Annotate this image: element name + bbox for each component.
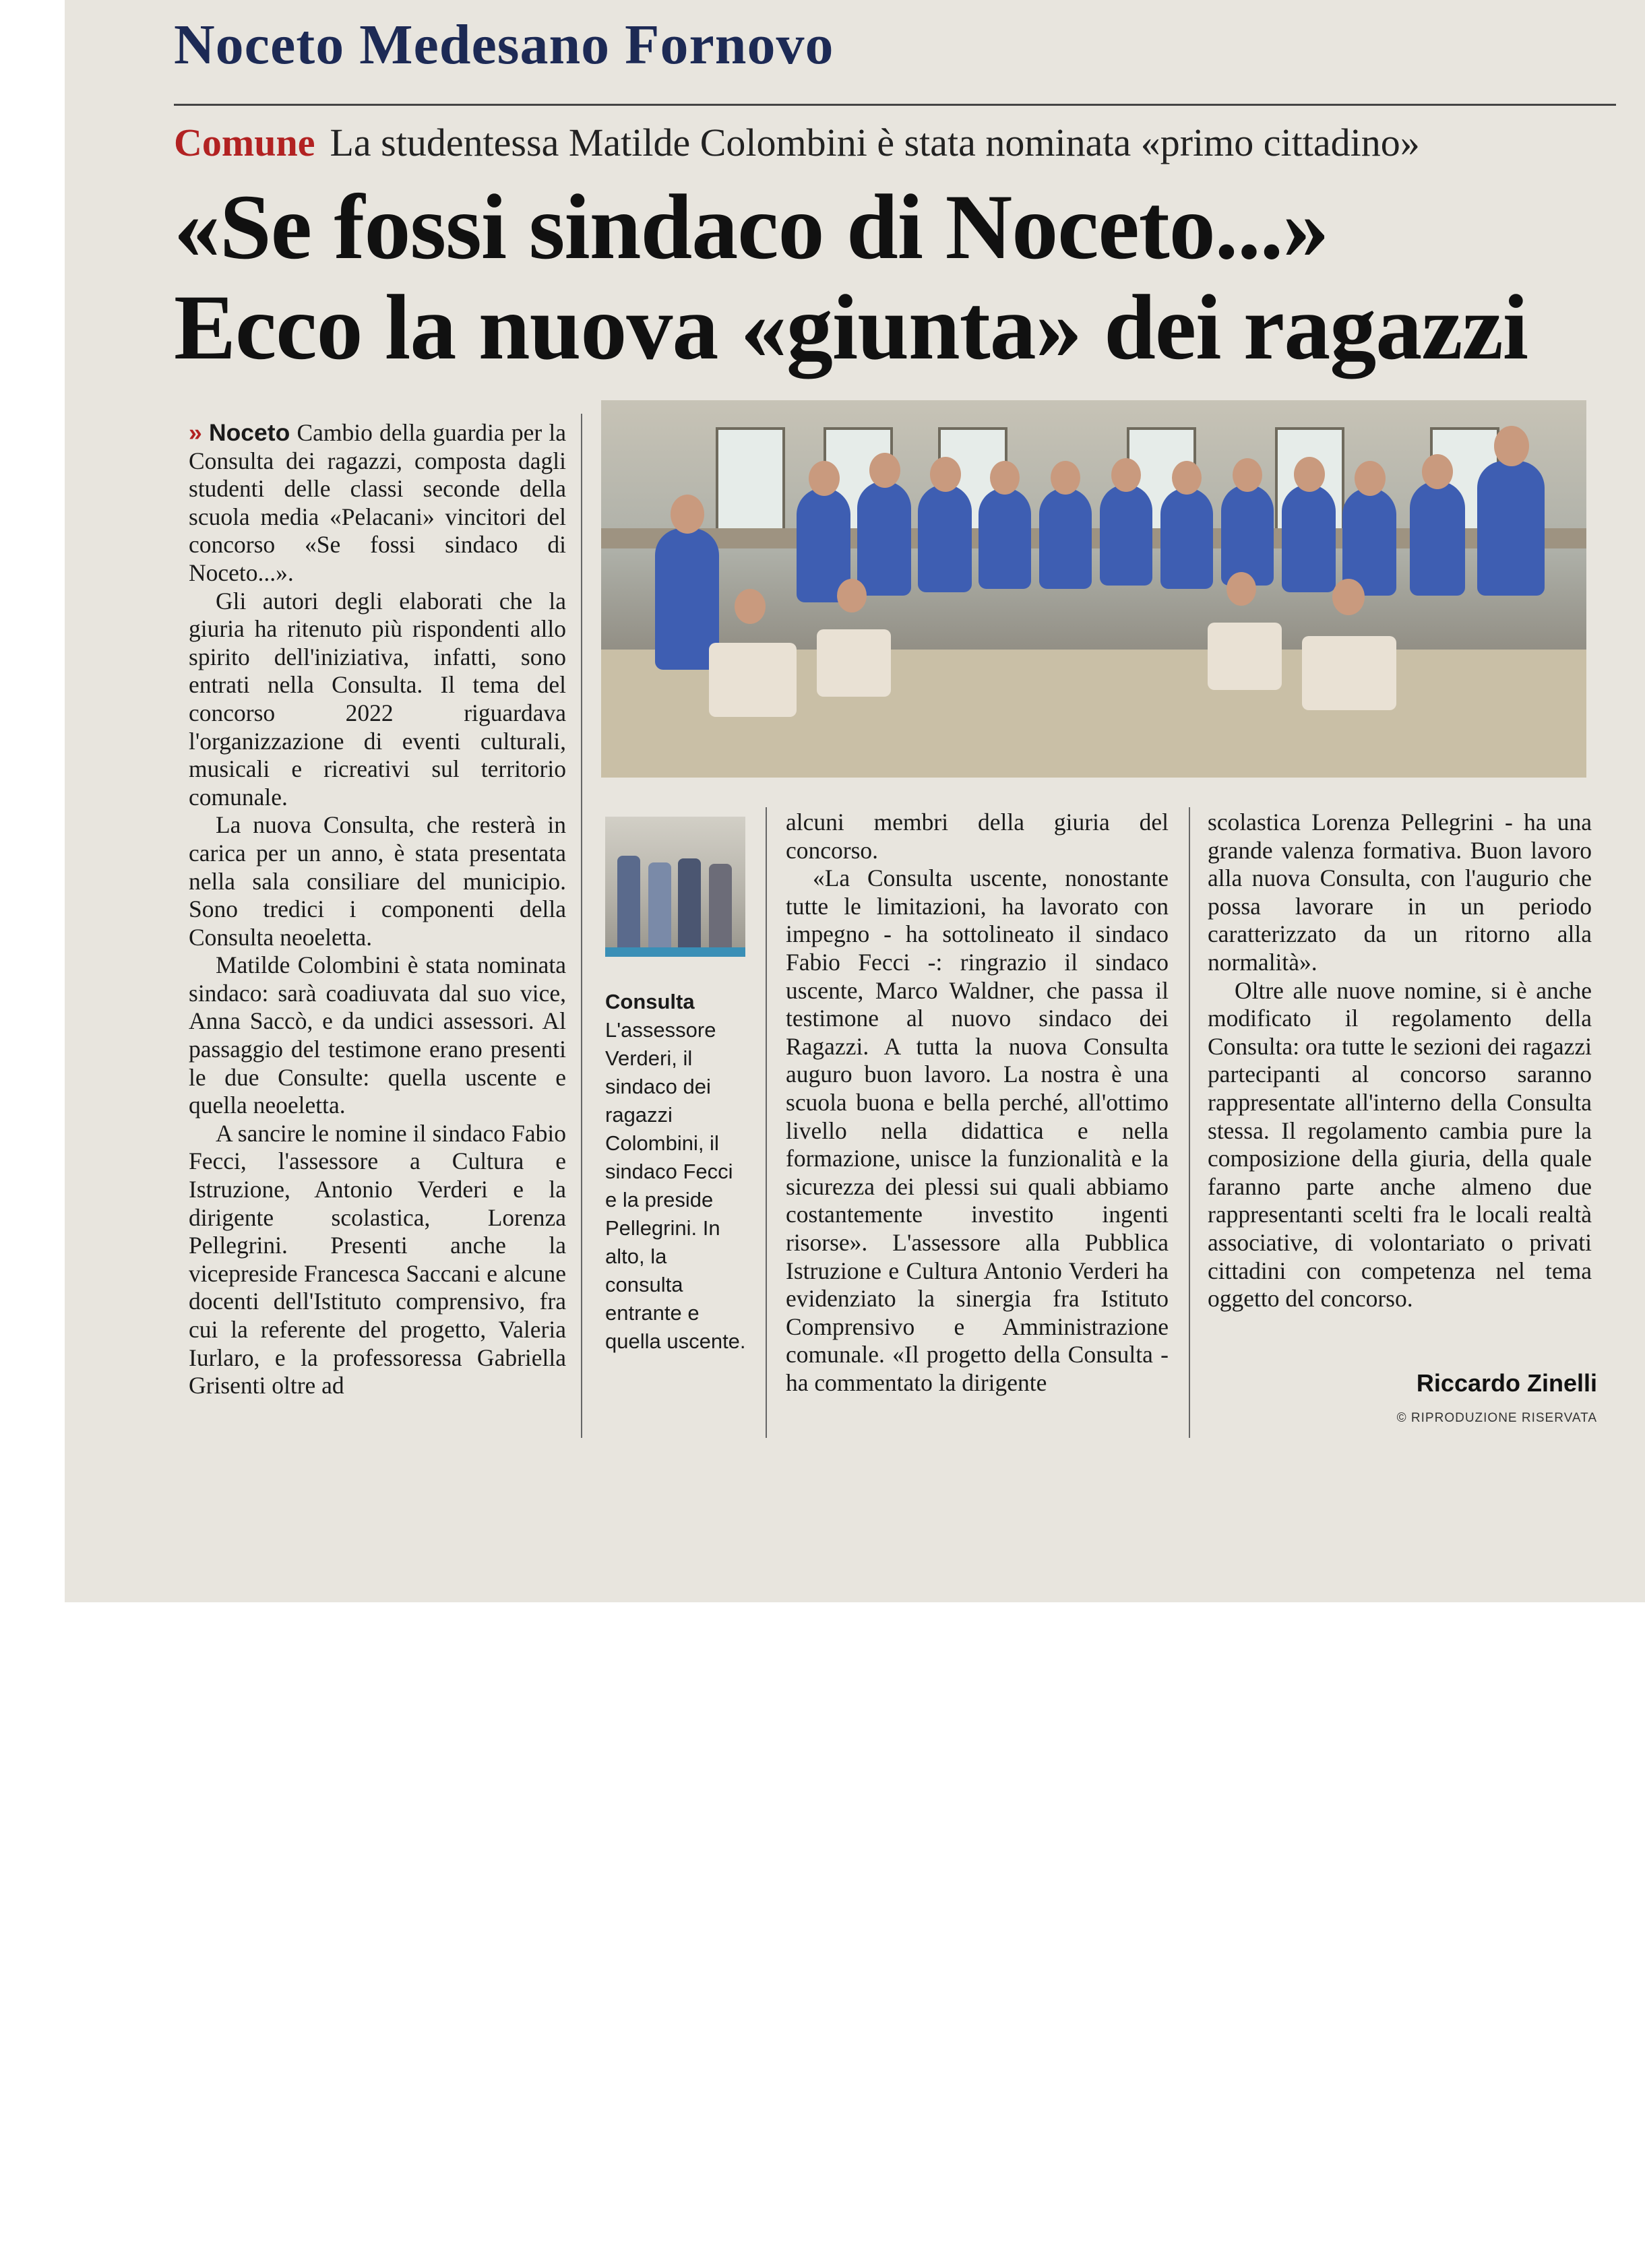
- column-rule: [581, 414, 582, 1438]
- article-paragraph: Gli autori degli elaborati che la giuria ha ritenuto più rispondenti allo spirito dell'iniziativa, infatti, sono entrati nella Consulta. Il tema del concorso 2022 riguardava l'organizzazione di eventi culturali, musicali e ricreativi sul territorio comunale.: [189, 587, 566, 811]
- article-paragraph: A sancire le nomine il sindaco Fabio Fecci, l'assessore a Cultura e Istruzione, Antonio Verderi e la dirigente scolastica, Lorenza Pellegrini. Presenti anche la vicepreside Francesca Saccani e alcune docenti dell'Istituto comprensivo, fra cui la referente del progetto, Valeria Iurlaro, e la professoressa Gabriella Grisenti oltre ad: [189, 1119, 566, 1399]
- column-rule: [1189, 807, 1190, 1438]
- headline-line-2: Ecco la nuova «giunta» dei ragazzi: [174, 276, 1528, 379]
- article-paragraph: scolastica Lorenza Pellegrini - ha una grande valenza formativa. Buon lavoro alla nuova Consulta, con l'augurio che possa lavorare in un periodo caratterizzato da un ritorno alla normalità».: [1208, 809, 1592, 976]
- header-rule: [174, 104, 1616, 106]
- article-paragraph: La nuova Consulta, che resterà in carica per un anno, è stata presentata nella sala consiliare del municipio. Sono tredici i componenti della Consulta neoeletta.: [189, 811, 566, 951]
- photo-caption: [605, 988, 747, 1356]
- article-paragraph: Matilde Colombini è stata nominata sindaco: sarà coadiuvata dal suo vice, Anna Saccò, e da undici assessori. Al passaggio del testimone erano presenti le due Consulte: quella uscente e quella neoeletta.: [189, 951, 566, 1119]
- article-column-2: [786, 809, 1169, 1397]
- group-photo: [601, 400, 1586, 778]
- article-paragraph: Oltre alle nuove nomine, si è anche modificato il regolamento della Consulta: ora tutte le sezioni dei ragazzi partecipanti al concorso saranno rappresentate all'interno della Consulta stessa. Il regolamento cambia pure la composizione della giuria, della quale faranno parte anche almeno due rappresentanti scelti fra le locali realtà associative, di volontariato o privati cittadini con competenza nel tema oggetto del concorso.: [1208, 976, 1592, 1313]
- kicker: [174, 120, 1420, 165]
- thumbnail-photo: [605, 817, 745, 957]
- article-paragraph: alcuni membri della giuria del concorso.: [786, 809, 1169, 864]
- caption-text: L'assessore Verderi, il sindaco dei ragazzi Colombini, il sindaco Fecci e la preside Pellegrini. In alto, la consulta entrante e quella uscente.: [605, 1018, 746, 1353]
- lead-marker-icon: »: [189, 419, 202, 446]
- headline: [174, 177, 1623, 377]
- headline-line-1: «Se fossi sindaco di Noceto...»: [174, 175, 1329, 278]
- section-title: Noceto Medesano Fornovo: [174, 13, 834, 76]
- copyright-notice: © RIPRODUZIONE RISERVATA: [1396, 1411, 1597, 1425]
- lead-place: Noceto: [208, 419, 290, 446]
- column-rule: [766, 807, 767, 1438]
- kicker-tag: Comune: [174, 121, 315, 164]
- article-column-3: [1208, 809, 1592, 1313]
- kicker-text: La studentessa Matilde Colombini è stata nominata «primo cittadino»: [330, 121, 1420, 164]
- article-column-1: [189, 419, 566, 1400]
- author-signature: Riccardo Zinelli: [1416, 1369, 1597, 1397]
- article-paragraph: » Noceto Cambio della guardia per la Consulta dei ragazzi, composta dagli studenti delle classi seconde della scuola media «Pelacani» vincitori del concorso «Se fossi sindaco di Noceto...».: [189, 419, 566, 586]
- article-paragraph: «La Consulta uscente, nonostante tutte le limitazioni, ha lavorato con impegno - ha sottolineato il sindaco Fabio Fecci -: ringrazio il sindaco uscente, Marco Waldner, che passa il testimone al nuovo sindaco dei Ragazzi. A tutta la nuova Consulta auguro buon lavoro. La nostra è una scuola buona e bella perché, all'ottimo livello nella didattica e nella formazione, unisce la funzionalità e la sicurezza dei plessi sui quali abbiamo costantemente investito ingenti risorse». L'assessore alla Pubblica Istruzione e Cultura Antonio Verderi ha evidenziato la sinergia fra Istituto Comprensivo e Amministrazione comunale. «Il progetto della Consulta - ha commentato la dirigente: [786, 864, 1169, 1396]
- caption-title: Consulta: [605, 990, 695, 1013]
